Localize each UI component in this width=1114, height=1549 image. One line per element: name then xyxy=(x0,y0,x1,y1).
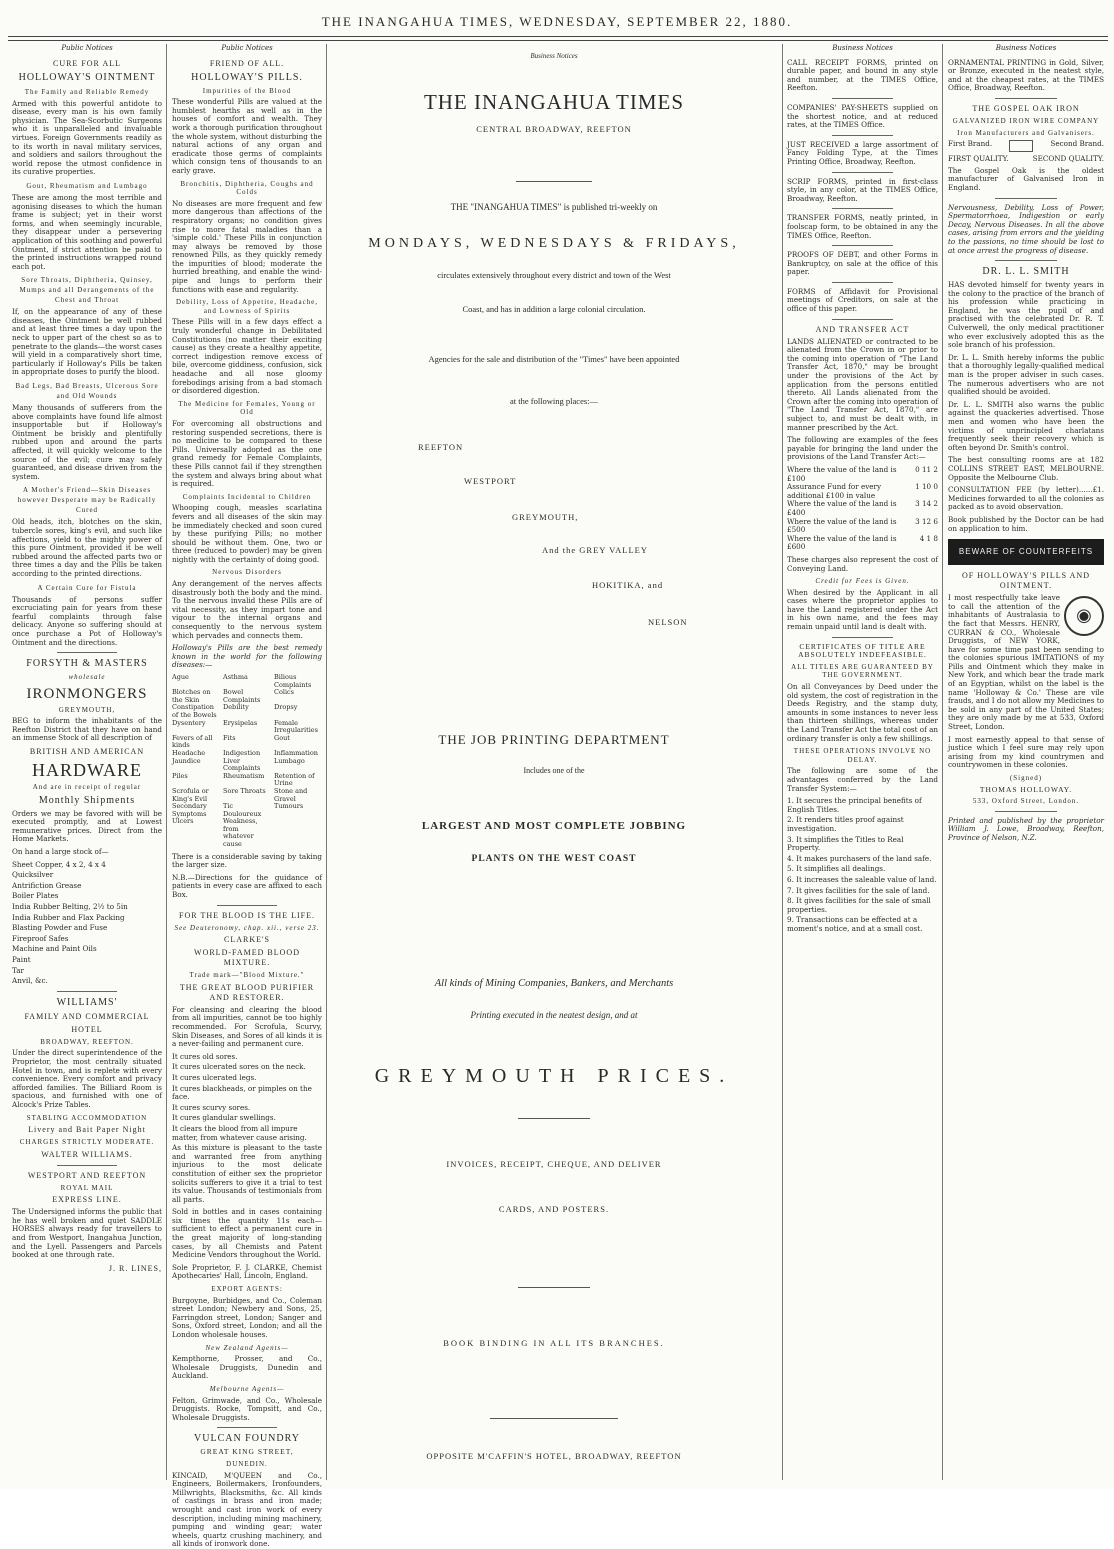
disease-item: Piles xyxy=(172,771,188,780)
conveying-text: These charges also represent the cost of Conveying Land. xyxy=(787,554,938,573)
westport-heading: WESTPORT AND REEFTON xyxy=(27,1170,147,1180)
monthly-shipments: Monthly Shipments xyxy=(38,794,136,806)
royal-mail: ROYAL MAIL xyxy=(60,1183,114,1192)
disease-item: Asthma xyxy=(223,673,248,681)
masthead: THE INANGAHUA TIMES, WEDNESDAY, SEPTEMBER 22, 1880. xyxy=(321,14,793,29)
separator xyxy=(832,135,892,136)
scrip-notice: SCRIP FORMS, printed in first-class style, in any color, at the TIMES Office, Broadway, Reefton. xyxy=(787,176,938,203)
separator xyxy=(832,637,892,638)
disease-item: Female Irregularities xyxy=(274,718,318,735)
column-heading: Public Notices xyxy=(61,44,113,52)
cure-item: It cures old sores. xyxy=(172,1051,238,1061)
consulting-text: The best consulting rooms are at 182 COLLINS STREET EAST, MELBOURNE. Opposite the Melbourne Club. xyxy=(948,455,1104,482)
greymouth-label: GREYMOUTH, xyxy=(58,705,116,714)
stock-item: Antrifiction Grease xyxy=(12,880,82,890)
ironmongers-heading: IRONMONGERS xyxy=(26,685,148,702)
disease-item: Ulcers xyxy=(172,817,194,826)
cards-text: CARDS, AND POSTERS. xyxy=(498,1204,610,1214)
examples-text: The following are examples of the fees payable for bringing the land under the provisions of the Land Transfer Act:— xyxy=(787,435,938,462)
fistula-heading: A Certain Cure for Fistula xyxy=(37,583,137,592)
advantages-list xyxy=(787,797,938,933)
cure-item: It clears the blood from all impure matter, from whatever cause arising. xyxy=(172,1123,307,1142)
nz-text: Kempthorne, Prosser, and Co., Wholesale Druggists, Dunedin and Auckland. xyxy=(172,1354,322,1381)
disease-item: Erysipelas xyxy=(223,718,258,727)
separator xyxy=(57,991,117,992)
cure-item: It cures glandular swellings. xyxy=(172,1113,276,1123)
melb-agents: Melbourne Agents— xyxy=(209,1384,285,1393)
binding-text: BOOK BINDING IN ALL ITS BRANCHES. xyxy=(443,1338,665,1348)
printing-text: Printing executed in the neatest design, and at xyxy=(470,1010,638,1020)
stock-item: Tar xyxy=(12,965,24,975)
trademark-seal-icon: ◉ xyxy=(1064,596,1104,636)
agencies-text: Agencies for the sale and distribution of the "Times" have been appointed xyxy=(428,354,680,364)
proprietor-text: Sole Proprietor, F. J. CLARKE, Chemist Apothecaries' Hall, Lincoln, England. xyxy=(172,1262,322,1281)
fee-label: Where the value of the land is £600 xyxy=(787,533,897,552)
express-text: The Undersigned informs the public that he has well broken and quiet SADDLE HORSES always ready for travellers to and from Westport, Inangahua Junction, and the Lyell. Passengers and Parcels booked at one through rate. xyxy=(12,1207,162,1260)
stock-item: India Rubber Belting, 2½ to 5in xyxy=(12,902,128,911)
separator xyxy=(832,245,892,246)
clarke-heading: CLARKE'S xyxy=(224,935,270,945)
place-westport: WESTPORT xyxy=(464,476,517,486)
advantage-item: 6. It increases the saleable value of land. xyxy=(787,874,937,884)
ad-title: THE INANGAHUA TIMES xyxy=(423,90,685,114)
advantage-item: 5. It simplifies all dealings. xyxy=(787,864,886,874)
companies-notice: COMPANIES' PAY-SHEETS supplied on the shortest notice, and at reduced rates, at the TIMES Office. xyxy=(787,102,938,130)
place-greymouth: GREYMOUTH, xyxy=(512,512,579,522)
stock-item: Quicksilver xyxy=(12,870,54,880)
fee-label: Assurance Fund for every additional £100 in value xyxy=(787,482,882,500)
holloway-heading: OF HOLLOWAY'S PILLS AND OINTMENT. xyxy=(962,571,1090,591)
broadway-label: BROADWAY, REEFTON. xyxy=(40,1037,134,1046)
stock-item: Blasting Powder and Fuse xyxy=(12,923,108,933)
hardware-heading: HARDWARE xyxy=(32,760,142,781)
kincaid-text: KINCAID, M'QUEEN and Co., Engineers, Boilermakers, Ironfounders, Millwrights, Blacksmiths, &c. All kinds of castings in brass and iron made; wrought and cast iron work of every description, including mining machinery, pumping and winding gear; water wheels, quartz crushing machinery, and all kinds of ironwork done. xyxy=(172,1470,322,1549)
pills-title: HOLLOWAY'S PILLS. xyxy=(191,71,303,83)
transfer-notice: TRANSFER FORMS, neatly printed, in foolscap form, to be obtained in any the TIMES Office, Reefton. xyxy=(787,213,938,240)
largest-heading: LARGEST AND MOST COMPLETE JOBBING xyxy=(421,820,687,832)
separator xyxy=(995,260,1057,261)
sore-throat-heading: Sore Throats, Diphtheria, Quinsey, Mumps and all Derangements of the Chest and Throat xyxy=(19,276,155,305)
place-nelson: NELSON xyxy=(648,617,688,627)
disease-item: Secondary Symptoms xyxy=(172,802,207,818)
saving-note: There is a considerable saving by taking the larger size. xyxy=(172,851,322,870)
consult-fee-text: CONSULTATION FEE (by letter)......£1. Medicines forwarded to all the colonies as packed as to avoid observation. xyxy=(948,485,1104,512)
best-remedy: Holloway's Pills are the best remedy known in the world for the following diseases:— xyxy=(172,643,322,670)
call-receipt-notice: CALL RECEIPT FORMS, printed on durable paper, and bound in any style and number, at the TIMES Office, Reefton. xyxy=(787,57,938,93)
separator xyxy=(518,1118,590,1119)
livery: Livery and Bait Paper Night xyxy=(28,1125,146,1135)
just-received-notice: JUST RECEIVED a large assortment of Fancy Folding Type, at the Times Printing Office, Broadway, Reefton. xyxy=(787,139,938,166)
melb-text: Felton, Grimwade, and Co., Wholesale Druggists. Rocke, Tompsitt, and Co., Wholesale Druggists. xyxy=(172,1395,322,1422)
friend-heading: FRIEND OF ALL. xyxy=(209,58,285,68)
hotel-text: Under the direct superintendence of the Proprietor, the most centrally situated Hotel in town, and is replete with every convenience. Every comfort and privacy afforded families. The Billiard Room is spacious, and furnished with one of Alcock's Prize Tables. xyxy=(12,1048,162,1109)
separator xyxy=(516,181,592,182)
export-agents: EXPORT AGENTS: xyxy=(211,1285,283,1294)
holloway-text: I most respectfully take leave to call the attention of the inhabitants of Australasia to the fact that Messrs. HENRY, CURRAN & CO., Wholesale Druggists, of NEW YORK, have for some time past been sending to the colonies spurious IMITATIONS of my Pills and Ointment which they make in New York, and which bear the trade mark of an Egyptian, whilst on the label is the name 'Holloway & Co.' These are vile frauds, and I do not allow my Medicines to be sold in any part of the United States; they are only made by me at 533, Oxford Street, London. xyxy=(948,593,1104,732)
place-reefton: REEFTON xyxy=(418,442,464,452)
disease-item: Headache xyxy=(172,748,206,757)
advantage-item: 9. Transactions can be effected at a moment's notice, and at a small cost. xyxy=(787,915,923,933)
bad-legs-text: Many thousands of sufferers from the above complaints have found life almost insupportable but if Holloway's Ointment be briskly and plentifully rubbed upon and around the parts affected, it will quickly welcome to the source of the evil; cure may safely guaranteed, and disease driven from the system. xyxy=(12,403,162,481)
deut-ref: See Deuteronomy, chap. xii., verse 23. xyxy=(174,923,320,932)
advantage-item: 8. It gives facilities for the sale of small properties. xyxy=(787,896,931,914)
place-grey-valley: And the GREY VALLEY xyxy=(542,545,648,555)
children-text: Whooping cough, measles scarlatina fevers and all diseases of the skin may be immediately checked and soon cured by these purifying Pills; no mother should be without them. One, two or three (reduced to powder) may be given nightly with the certainty of doing good. xyxy=(172,503,322,564)
disease-item: Bowel Complaints xyxy=(223,688,261,704)
on-hand-label: On hand a large stock of— xyxy=(12,847,109,857)
fee-label: Where the value of the land is £400 xyxy=(787,499,897,517)
disease-item: Lumbago xyxy=(274,756,305,765)
stabling: STABLING ACCOMMODATION xyxy=(26,1113,148,1122)
stock-item: Paint xyxy=(12,954,31,964)
proofs-notice: PROOFS OF DEBT, and other Forms in Bankruptcy, on sale at the office of this paper. xyxy=(787,250,938,277)
dr-smith-heading: DR. L. L. SMITH xyxy=(982,266,1070,278)
plants-heading: PLANTS ON THE WEST COAST xyxy=(471,854,637,864)
column-4 xyxy=(787,44,938,1480)
separator xyxy=(518,1287,590,1288)
brand-logo-icon xyxy=(1009,140,1033,152)
monthly-pre: And are in receipt of regular xyxy=(32,783,142,792)
first-brand: First Brand. xyxy=(948,139,993,149)
disease-item: Ague xyxy=(172,673,189,681)
lines-signature: J. R. LINES, xyxy=(108,1263,162,1273)
job-dept-heading: THE JOB PRINTING DEPARTMENT xyxy=(438,732,670,747)
place-hokitika: HOKITIKA, and xyxy=(592,580,664,590)
sore-throat-text: If, on the appearance of any of these diseases, the Ointment be well rubbed and at least three times a day upon the neck to upper part of the chest so as to penetrate to the glands—the worst cases will yield in a comparatively short time, particularly if Holloway's Pills be taken in appropriate doses to purify the blood. xyxy=(12,307,162,377)
separator xyxy=(832,172,892,173)
family-commercial: FAMILY AND COMMERCIAL xyxy=(24,1011,150,1021)
opposite-text: OPPOSITE M'CAFFIN'S HOTEL, BROADWAY, REEFTON xyxy=(426,1451,682,1461)
second-brand: Second Brand. xyxy=(1050,139,1104,149)
disease-item: Retention of Urine xyxy=(274,771,315,788)
fee-row xyxy=(787,466,938,483)
ad-address: CENTRAL BROADWAY, REEFTON xyxy=(476,124,632,134)
bronchitis-heading: Bronchitis, Diphtheria, Coughs and Colds xyxy=(180,179,314,197)
oxford-street: 533, Oxford Street, London. xyxy=(972,797,1080,806)
column-1 xyxy=(12,44,162,1480)
fee-amount: 3 14 2 xyxy=(915,499,938,509)
express-line: EXPRESS LINE. xyxy=(52,1195,122,1205)
advantages-text: The following are some of the advantages conferred by the Land Transfer System:— xyxy=(787,766,938,793)
fee-amount: 0 11 2 xyxy=(915,464,938,474)
disease-item: Tic Douloureux xyxy=(223,802,262,818)
british-american: BRITISH AND AMERICAN xyxy=(29,747,145,757)
advantage-item: 4. It makes purchasers of the land safe. xyxy=(787,853,932,863)
separator xyxy=(995,98,1057,99)
fee-row xyxy=(787,535,938,552)
agents-text: Burgoyne, Burbidges, and Co., Coleman street London; Newbery and Sons, 25, Farringdon street, London; Sanger and Sons, Oxford street, London; and all the London wholesale houses. xyxy=(172,1295,322,1339)
sold-text: Sold in bottles and in cases containing six times the quantity 11s each—sufficient to effect a permanent cure in the great majority of long-standing cases, by all Chemists and Patent Medicine Vendors throughout the World. xyxy=(172,1207,322,1260)
bronchitis-text: No diseases are more frequent and few more dangerous than affections of the respiratory organs; no condition gives rise to more fatal maladies than a 'simple cold.' These Pills in conjunction may always be removed by those renowned Pills, as they quickly remedy the impurities of blood; moderate the hurried breathing, and enable the wind-pipe and lungs to perform their functions with ease and regularity. xyxy=(172,198,322,294)
publication-days: MONDAYS, WEDNESDAYS & FRIDAYS, xyxy=(368,236,740,251)
fee-row xyxy=(787,500,938,517)
disease-item: Dysentery xyxy=(172,718,206,727)
column-heading: Public Notices xyxy=(221,44,273,52)
column-divider xyxy=(782,44,783,1480)
gospel-text: The Gospel Oak is the oldest manufacturer of Galvanised Iron in England. xyxy=(948,165,1104,192)
fistula-text: Thousands of persons suffer excruciating pain for years from these fearful complaints through false delicacy. Anyone so suffering should at once purchase a Pot of Holloway's Ointment and the directions. xyxy=(12,594,162,647)
counterfeits-banner: BEWARE OF COUNTERFEITS xyxy=(948,539,1104,565)
advantage-item: 3. It simplifies the Titles to Real Property. xyxy=(787,834,904,853)
stock-item: Boiler Plates xyxy=(12,891,59,901)
wholesale-label: wholesale xyxy=(68,673,106,682)
ornamental-notice: ORNAMENTAL PRINTING in Gold, Silver, or Bronze, executed in the neatest style, and at the cheapest rates, at the TIMES Office, Broadway, Reefton. xyxy=(948,57,1104,93)
cure-heading: CURE FOR ALL xyxy=(52,58,121,68)
separator xyxy=(217,905,277,906)
galv-heading: GALVANIZED IRON WIRE COMPANY xyxy=(952,116,1100,125)
separator xyxy=(832,319,892,320)
fee-amount: 3 12 6 xyxy=(915,516,938,526)
column-heading: Business Notices xyxy=(530,52,578,60)
printed-by: Printed and published by the proprietor William J. Lowe, Broadway, Reefton, Province of Nelson, N.Z. xyxy=(948,815,1104,842)
dr-text-3: Dr. L. L. SMITH also warns the public against the quackeries advertised. Those men and women who have been the victims of unprincipled charlatans frequently seek their recovery which is often beyond Dr. Smith's control. xyxy=(948,399,1104,452)
advantage-item: 7. It gives facilities for the sale of land. xyxy=(787,885,930,895)
forsyth-heading: FORSYTH & MASTERS xyxy=(26,658,148,670)
debility-heading: Debility, Loss of Appetite, Headache, and Lowness of Spirits xyxy=(175,298,319,315)
separator xyxy=(832,208,892,209)
dr-text: HAS devoted himself for twenty years in the colony to the practice of the branch of his profession while practicing in England, he was the pupil of and practised with the celebrated Dr. R. T. Culverwell, the only medical practitioner who ever exclusively adopted this as the sole branch of his profession. xyxy=(948,280,1104,350)
times-advertisement xyxy=(330,44,778,1480)
separator xyxy=(832,98,892,99)
column-divider xyxy=(166,44,167,1480)
column-heading: Business Notices xyxy=(995,44,1057,52)
separator xyxy=(832,282,892,283)
walter-williams: WALTER WILLIAMS. xyxy=(41,1149,133,1159)
stock-list xyxy=(12,861,162,986)
disease-item: Indigestion xyxy=(223,748,261,757)
gout-text: These are among the most terrible and agonising diseases to which the human frame is subject; yet in their worst forms, and when seemingly incurable, they disappear under a persevering application of this soothing and powerful Ointment, if strict attention be paid to the printed instructions wrapped round each pot. xyxy=(12,192,162,271)
no-delay-heading: THESE OPERATIONS INVOLVE NO DELAY. xyxy=(793,747,932,764)
column-5 xyxy=(948,44,1104,1480)
mothers-heading: A Mother's Friend—Skin Diseases however Desperate may be Radically Cured xyxy=(17,486,157,515)
nervous-text: Any derangement of the nerves affects disastrously both the body and the mind. To the nervous invalid these Pills are of vital necessity, as they impart tone and vigour to the internal organs and consequently to the nervous system which pervades and connects them. xyxy=(172,579,322,640)
cure-item: It cures ulcerated legs. xyxy=(172,1072,257,1082)
disease-item: Scrofula or King's Evil xyxy=(172,786,209,803)
land-transfer-heading: AND TRANSFER ACT xyxy=(815,324,910,334)
fee-label: Where the value of the land is £500 xyxy=(787,516,897,535)
nb-note: N.B.—Directions for the guidance of patients in every case are affixed to each Box. xyxy=(172,872,322,900)
dr-text-2: Dr. L. L. Smith hereby informs the public that a thoroughly legally-qualified medical man is the proper adviser in such cases. The numerous advertisers who are not qualified should be avoided. xyxy=(948,352,1104,397)
dunedin-label: DUNEDIN. xyxy=(226,1459,268,1468)
mixture-heading: WORLD-FAMED BLOOD MIXTURE. xyxy=(194,948,300,968)
ointment-text: Armed with this powerful antidote to disease, every man is his own family physician. The Sea-Scorbutic Surgeons who it is unparalleled and invaluable virtues. Foreign Governments readily as to its worth in naval military services, and soldiers and sailors throughout the world repose the utmost confidence in its curative properties. xyxy=(12,98,162,177)
purifier-text: For cleansing and clearing the blood from all impurities, cannot be too highly recommended. For Scrofula, Scurvy, Skin Diseases, and Sores of all kinds it is a never-failing and permanent cure. xyxy=(172,1004,322,1049)
separator xyxy=(217,1427,277,1428)
gospel-oak-heading: THE GOSPEL OAK IRON xyxy=(972,103,1080,113)
blood-life: FOR THE BLOOD IS THE LIFE. xyxy=(179,910,315,920)
mixture-text: As this mixture is pleasant to the taste and warranted free from anything injurious to the most delicate constitution of either sex the proprietor solicits sufferers to give it a trial to test its value. Thousands of testimonials from all parts. xyxy=(172,1143,322,1204)
cure-item: It cures ulcerated sores on the neck. xyxy=(172,1062,306,1072)
disease-item: Sore Throats xyxy=(223,786,266,795)
first-quality: FIRST QUALITY. xyxy=(948,154,1009,164)
credit-text: When desired by the Applicant in all cases where the proprietor applies to have the Land registered under the Act in his own name, and the fees may remain unpaid until land is dealt with. xyxy=(787,587,938,632)
appeal-text: I most earnestly appeal to that sense of justice which I feel sure may rely upon arising from my kind countrymen and countrywomen in these colonies. xyxy=(948,734,1104,770)
charges: CHARGES STRICTLY MODERATE. xyxy=(19,1138,155,1147)
forms-notice: FORMS of Affidavit for Provisional meetings of Creditors, on sale at the office of this paper. xyxy=(787,286,938,314)
quality-row xyxy=(948,155,1104,164)
cure-item: It cures blackheads, or pimples on the face. xyxy=(172,1083,312,1102)
debility-text: These Pills will in a few days effect a truly wonderful change in Debilitated Constitutions (no matter their exciting cause) as they create a healthy appetite, correct indigestion remove excess of bile, overcome giddiness, confusion, sick headache and all nose gloomy forebodings arising from a bad stomach or disordered digestion. xyxy=(172,317,322,396)
ointment-title: HOLLOWAY'S OINTMENT xyxy=(18,71,156,83)
nervous-heading: Nervous Disorders xyxy=(212,568,282,577)
disease-item: Inflammation xyxy=(274,748,318,757)
williams-heading: WILLIAMS' xyxy=(56,996,118,1008)
separator xyxy=(57,1165,117,1166)
stock-item: Anvil, &c. xyxy=(12,976,48,986)
column-divider xyxy=(942,44,943,1480)
thomas-holloway: THOMAS HOLLOWAY. xyxy=(979,784,1073,794)
purifier-heading: THE GREAT BLOOD PURIFIER AND RESTORER. xyxy=(179,982,315,1002)
fee-amount: 1 10 0 xyxy=(915,482,938,492)
disease-item: Weakness, from whatever cause xyxy=(223,817,258,849)
disease-item: Bilious Complaints xyxy=(274,673,312,689)
column-heading: Business Notices xyxy=(832,44,893,52)
stock-item: Machine and Paint Oils xyxy=(12,944,97,954)
places-intro: at the following places:— xyxy=(509,396,599,406)
orders-text: Orders we may be favored with will be executed promptly, and at Lowest remunerative prices. Direct from the Home Markets. xyxy=(12,808,162,844)
disease-item: Jaundice xyxy=(172,756,201,765)
fee-row xyxy=(787,518,938,535)
certificates-heading: CERTIFICATES OF TITLE ARE ABSOLUTELY INDEFEASIBLE. xyxy=(798,641,927,660)
children-heading: Complaints Incidental to Children xyxy=(182,492,312,501)
disease-item: Liver Complaints xyxy=(223,756,261,773)
bad-legs-heading: Bad Legs, Bad Breasts, Ulcerous Sore and Old Wounds xyxy=(15,382,159,401)
stock-item: India Rubber and Flax Packing xyxy=(12,912,125,922)
vulcan-address: GREAT KING STREET, xyxy=(200,1447,294,1457)
trade-mark: Trade mark—"Blood Mixture." xyxy=(189,971,305,980)
fee-table xyxy=(787,466,938,552)
circulates-text: circulates extensively throughout every district and town of the West xyxy=(437,270,671,280)
females-heading: The Medicine for Females, Young or Old xyxy=(178,399,316,417)
females-text: For overcoming all obstructions and restoring suspended secretions, there is no medicine to be compared to these Pills. Universally adopted as the one grand remedy for Female Complaints, these Pills cannot fail if they strengthen the system and always bring about what is required. xyxy=(172,418,322,489)
advantage-item: 1. It secures the principal benefits of English Titles. xyxy=(787,796,922,814)
iron-manufacturers: Iron Manufacturers and Galvanisers. xyxy=(957,128,1095,137)
prices-heading: GREYMOUTH PRICES. xyxy=(374,1065,734,1087)
mining-text: All kinds of Mining Companies, Bankers, and Merchants xyxy=(434,978,674,989)
nz-agents: New Zealand Agents— xyxy=(205,1343,289,1352)
disease-item: Constipation of the Bowels xyxy=(172,703,217,719)
column-divider xyxy=(326,44,327,1480)
disease-item: Gout xyxy=(274,733,290,742)
disease-item: Tumours xyxy=(274,802,304,811)
invoices-text: INVOICES, RECEIPT, CHEQUE, AND DELIVER xyxy=(446,1159,662,1169)
disease-item: Rheumatism xyxy=(223,771,265,780)
fee-label: Where the value of the land is £100 xyxy=(787,464,897,483)
published-text: THE "INANGAHUA TIMES" is published tri-weekly on xyxy=(450,202,658,212)
disease-item: Stone and Gravel xyxy=(274,786,308,803)
separator xyxy=(57,652,117,653)
separator xyxy=(995,198,1057,199)
disease-item: Fits xyxy=(223,733,236,742)
disease-item: Blotches on the Skin xyxy=(172,688,211,704)
cures-list xyxy=(172,1053,322,1142)
disease-item: Dropsy xyxy=(274,703,298,712)
advantage-item: 2. It renders titles proof against investigation. xyxy=(787,815,904,833)
book-text: Book published by the Doctor can be had on application to him. xyxy=(948,514,1104,533)
separator xyxy=(995,811,1057,812)
signed-label: (Signed) xyxy=(1009,774,1043,782)
disease-item: Fevers of all kinds xyxy=(172,733,213,750)
disease-grid xyxy=(172,674,322,849)
stock-item: Sheet Copper, 4 x 2, 4 x 4 xyxy=(12,859,106,869)
coast-text: Coast, and has in addition a large colonial circulation. xyxy=(462,304,646,314)
guaranteed-text: On all Conveyances by Deed under the old system, the cost of registration in the Deeds Registry, and the stamp duty, amounts in some instances to never less than thirteen shillings, whereas under the Land Transfer Act the total cost of an ordinary transfer is only a few shillings. xyxy=(787,682,938,743)
impurities-text: These wonderful Pills are valued at the humblest hearths as well as in the houses of comfort and wealth. They work a thorough purification throughout the whole system, without disturbing the natural actions of any organ and eradicate those germs of complaints which consign tens of thousands to an early grave. xyxy=(172,97,322,175)
includes-text: Includes one of the xyxy=(523,766,585,775)
disease-item: Debility xyxy=(223,703,249,712)
impurities-heading: Impurities of the Blood xyxy=(202,86,292,95)
disease-item: Colics xyxy=(274,688,295,697)
cure-item: It cures scurvy sores. xyxy=(172,1102,251,1112)
fee-amount: 4 1 8 xyxy=(919,533,938,543)
hotel-label: HOTEL xyxy=(71,1024,103,1034)
column-2 xyxy=(172,44,322,1549)
masthead-rule-top xyxy=(8,36,1108,37)
stock-item: Fireproof Safes xyxy=(12,933,69,943)
brand-row xyxy=(948,140,1104,152)
gout-heading: Gout, Rheumatism and Lumbago xyxy=(26,181,148,190)
guaranteed-heading: ALL TITLES ARE GUARANTEED BY THE GOVERNMENT. xyxy=(791,662,934,680)
ointment-subtitle: The Family and Reliable Remedy xyxy=(24,87,150,96)
credit-heading: Credit for Fees is Given. xyxy=(815,577,910,586)
mothers-text: Old heads, itch, blotches on the skin, tubercle sores, king's evil, and such like affections, yield to the mighty power of this pure Ointment, provided it be well rubbed around the affected parts two or three times a day and the Pills be taken according to the printed directions. xyxy=(12,517,162,578)
second-quality: SECOND QUALITY. xyxy=(1032,154,1104,164)
beg-text: BEG to inform the inhabitants of the Reefton District that they have on hand an immense Stock of all description of xyxy=(12,716,162,743)
separator xyxy=(490,1418,618,1419)
masthead-rule-bottom xyxy=(8,40,1108,41)
lands-text: LANDS ALIENATED or contracted to be alienated from the Crown in or prior to the coming into operation of "The Land Transfer Act, 1870," may be brought under the provisions of the Act by application from the persons entitled thereto. All Lands alienated from the Crown after the coming into operation of "The Land Transfer Act, 1870," are subject to, and must be dealt with, in manner prescribed by the Act. xyxy=(787,336,938,432)
fee-row xyxy=(787,483,938,500)
nervousness-text: Nervousness, Debility, Loss of Power, Spermatorrhoea, Indigestion or early Decay, Nervous Diseases. In all the above cases, arising from errors and the yielding to the passions, no time should be lost to at once arrest the progress of disease. xyxy=(948,202,1104,255)
vulcan-heading: VULCAN FOUNDRY xyxy=(194,1433,300,1445)
